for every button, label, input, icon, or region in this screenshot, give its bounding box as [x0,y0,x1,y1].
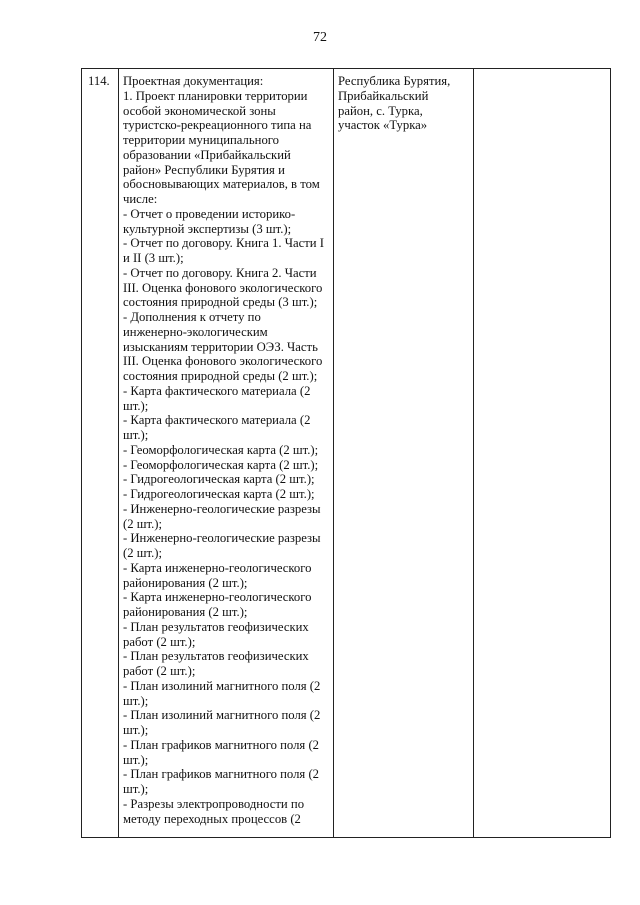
description-line: и II (3 шт.); [123,251,184,265]
location-line: участок «Турка» [338,118,428,133]
description-line: районирования (2 шт.); [123,605,248,619]
description-line: шт.); [123,428,149,442]
description-line: числе: [123,192,158,206]
description-line: - Гидрогеологическая карта (2 шт.); [123,487,315,501]
description-line: районирования (2 шт.); [123,575,248,590]
description-line: - План изолиний магнитного поля (2 [123,708,321,723]
description-line: состояния природной среды (3 шт.); [123,295,318,310]
description-line: - Геоморфологическая карта (2 шт.); [123,442,319,457]
description-line: обосновывающих материалов, в том [123,177,320,192]
description-line: III. Оценка фонового экологического [123,354,323,369]
description-line: - План изолиний магнитного поля (2 [123,678,321,693]
description-line: состояния природной среды (2 шт.); [123,369,318,383]
description-line: - План графиков магнитного поля (2 [123,737,320,752]
description-line: шт.); [123,752,149,767]
description-line: - План результатов геофизических [123,649,309,664]
description-line: - Отчет по договору. Книга 2. Части [123,265,317,280]
table-row [82,69,611,838]
location-line: Прибайкальский [338,88,429,103]
description-line: шт.); [123,723,149,737]
description-line: - Отчет о проведении историко- [123,206,296,221]
description-line: инженерно-экологическим [123,324,268,339]
entry-description [119,69,334,838]
location-line: Республика Бурятия, [338,74,451,88]
description-line: III. Оценка фонового экологического [123,280,323,295]
description-line: туристско-рекреационного типа на [123,118,312,133]
description-line: образовании «Прибайкальский [123,147,291,162]
description-line: - Геоморфологическая карта (2 шт.); [123,457,319,472]
description-line: - Отчет по договору. Книга 1. Части I [123,236,324,251]
description-line: - План результатов геофизических [123,619,309,634]
description-line: - Инженерно-геологические разрезы [123,531,321,546]
description-line: - Дополнения к отчету по [123,310,261,324]
description-line: - Гидрогеологическая карта (2 шт.); [123,472,315,487]
entry-number: 114. [82,69,119,838]
location-lines [338,74,469,133]
description-line: - Инженерно-геологические разрезы [123,501,321,516]
description-line: - План графиков магнитного поля (2 [123,767,320,782]
entry-location [334,69,474,838]
registry-table [81,68,611,838]
description-line: - Карта фактического материала (2 [123,383,311,398]
description-line: шт.); [123,782,149,796]
description-line: работ (2 шт.); [123,664,196,678]
description-line: работ (2 шт.); [123,634,196,649]
page-number: 72 [313,30,327,45]
description-line: шт.); [123,693,149,708]
description-line: территории муниципального [123,133,280,147]
description-lines [123,74,329,826]
description-line: методу переходных процессов (2 [123,811,301,826]
description-line: (2 шт.); [123,546,163,560]
description-line: - Карта инженерно-геологического [123,590,312,605]
description-line: шт.); [123,398,149,413]
description-line: район» Республики Бурятия и [123,162,285,177]
description-line: (2 шт.); [123,516,163,531]
description-line: культурной экспертизы (3 шт.); [123,221,292,236]
description-line: Проектная документация: [123,74,264,88]
location-line: район, с. Турка, [338,103,423,118]
description-line: - Карта фактического материала (2 [123,413,311,428]
description-line: особой экономической зоны [123,103,276,118]
entry-extra [474,69,611,838]
description-line: 1. Проект планировки территории [123,88,308,103]
description-line: - Разрезы электропроводности по [123,796,305,811]
description-line: изысканиям территории ОЭЗ. Часть [123,339,318,354]
description-line: - Карта инженерно-геологического [123,560,312,575]
